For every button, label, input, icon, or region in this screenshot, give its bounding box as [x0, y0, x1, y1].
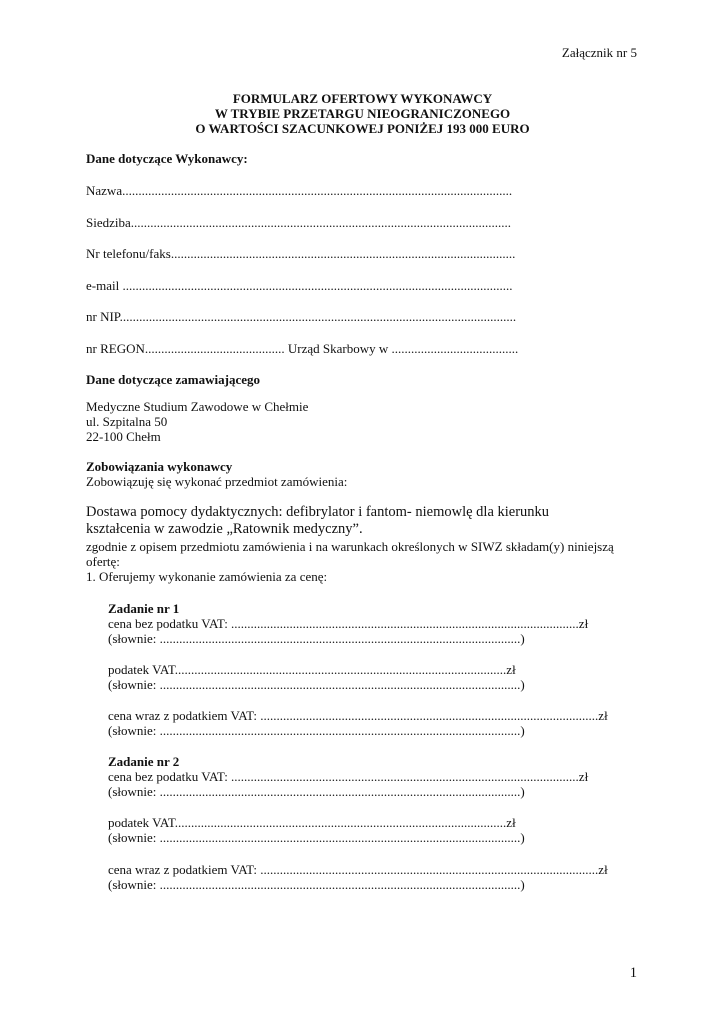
seat-field: Siedziba..................................................................................................................... [86, 215, 512, 230]
client-heading: Dane dotyczące zamawiającego [86, 372, 260, 387]
task-2-net-price: cena bez podatku VAT: ...........................................................................................................zł [108, 769, 589, 784]
task-1-net-price: cena bez podatku VAT: ...........................................................................................................zł [108, 616, 589, 631]
task-1-net-words: (słownie: ...............................................................................................................) [108, 631, 525, 646]
task-1-vat: podatek VAT......................................................................................................zł [108, 662, 516, 677]
compliance-line-2: ofertę: [86, 554, 120, 569]
client-street: ul. Szpitalna 50 [86, 414, 168, 429]
task-2-vat-words: (słownie: ...............................................................................................................) [108, 830, 525, 845]
obligations-heading: Zobowiązania wykonawcy [86, 459, 233, 474]
task-1-vat-words: (słownie: ...............................................................................................................) [108, 677, 525, 692]
attachment-label: Załącznik nr 5 [561, 45, 637, 60]
task-2-title: Zadanie nr 2 [108, 754, 180, 769]
page-number: 1 [629, 965, 637, 981]
offer-item: 1. Oferujemy wykonanie zamówienia za cenę: [86, 569, 328, 584]
regon-field: nr REGON........................................... Urząd Skarbowy w ....................................... [86, 341, 519, 356]
page-title-line-3: O WARTOŚCI SZACUNKOWEJ PONIŻEJ 193 000 EURO [195, 121, 530, 136]
task-2-net-words: (słownie: ...............................................................................................................) [108, 784, 525, 799]
client-city: 22-100 Chełm [86, 429, 161, 444]
name-field: Nazwa........................................................................................................................ [86, 183, 513, 198]
email-field: e-mail ........................................................................................................................ [86, 278, 513, 293]
task-2-gross-price: cena wraz z podatkiem VAT: ........................................................................................................zł [108, 862, 608, 877]
page-title-line-1: FORMULARZ OFERTOWY WYKONAWCY [232, 91, 493, 106]
client-name: Medyczne Studium Zawodowe w Chełmie [86, 399, 309, 414]
nip-field: nr NIP.......................................................................................................................... [86, 309, 517, 324]
task-2-vat: podatek VAT......................................................................................................zł [108, 815, 516, 830]
delivery-line-1: Dostawa pomocy dydaktycznych: defibrylator i fantom- niemowlę dla kierunku [86, 504, 550, 520]
task-2-gross-words: (słownie: ...............................................................................................................) [108, 877, 525, 892]
delivery-line-2: kształcenia w zawodzie „Ratownik medyczny”. [86, 521, 363, 537]
obligations-intro: Zobowiązuję się wykonać przedmiot zamówienia: [86, 474, 348, 489]
contractor-heading: Dane dotyczące Wykonawcy: [86, 151, 248, 166]
compliance-line-1: zgodnie z opisem przedmiotu zamówienia i na warunkach określonych w SIWZ składam(y) niniejszą [86, 539, 614, 554]
task-1-gross-words: (słownie: ...............................................................................................................) [108, 723, 525, 738]
phone-field: Nr telefonu/faks.......................................................................................................... [86, 246, 516, 261]
task-1-gross-price: cena wraz z podatkiem VAT: ........................................................................................................zł [108, 708, 608, 723]
task-1-title: Zadanie nr 1 [108, 601, 180, 616]
page-title-line-2: W TRYBIE PRZETARGU NIEOGRANICZONEGO [214, 106, 511, 121]
